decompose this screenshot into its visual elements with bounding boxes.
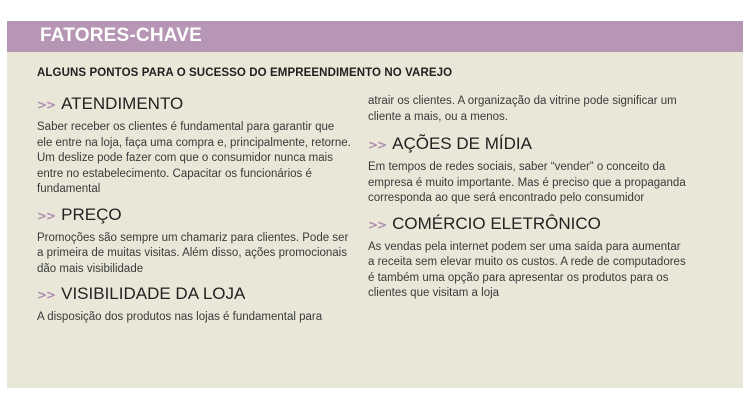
section-heading: [37, 283, 352, 306]
section-heading: [368, 133, 688, 156]
section-text: A disposição dos produtos nas lojas é fundamental para: [37, 311, 323, 323]
section-visibilidade: [37, 283, 352, 326]
section-atendimento: [37, 93, 352, 198]
double-chevron-icon: >>: [37, 98, 56, 112]
double-chevron-icon: >>: [368, 138, 387, 152]
section-heading: [37, 93, 352, 116]
section-heading: [368, 213, 688, 236]
section-text: Em tempos de redes sociais, saber “vender” o conceito da empresa é muito importante. Mas é preciso que a propaganda corresponda ao que será encontrado pelo consumidor: [368, 161, 686, 204]
section-preco: [37, 204, 352, 278]
header-title: FATORES-CHAVE: [40, 25, 203, 46]
right-column: [368, 94, 688, 308]
section-heading-label: PREÇO: [61, 204, 122, 224]
continued-text: atrair os clientes. A organização da vitrine pode significar um cliente a mais, ou a menos.: [368, 95, 677, 123]
double-chevron-icon: >>: [368, 217, 387, 232]
section-heading: [37, 204, 352, 227]
subtitle: ALGUNS PONTOS PARA O SUCESSO DO EMPREENDIMENTO NO VAREJO: [37, 67, 453, 79]
section-comercio-eletronico: [368, 213, 688, 302]
section-text: Saber receber os clientes é fundamental para garantir que ele entre na loja, faça uma compra e, principalmente, retorne. Um deslize pode fazer com que o consumidor nunca mais entre no estabelecimento. Capacitar os funcionários é fundamental: [37, 121, 351, 195]
section-heading-label: AÇÕES DE MÍDIA: [392, 134, 532, 153]
section-acoes-de-midia: [368, 133, 688, 207]
section-text: As vendas pela internet podem ser uma saída para aumentar a receita sem elevar muito os custos. A rede de computadores é também uma opção para apresentar os produtos para os clientes que visitam a loja: [368, 240, 686, 299]
section-heading-label: VISIBILIDADE DA LOJA: [61, 284, 246, 303]
left-column: [37, 93, 352, 332]
header-bar: [7, 21, 743, 52]
key-factors-box: [7, 21, 743, 388]
double-chevron-icon: >>: [37, 288, 56, 302]
section-text: Promoções são sempre um chamariz para clientes. Pode ser a primeira de muitas visitas. Além disso, ações promocionais dão mais visibilidade: [37, 231, 349, 275]
section-heading-label: COMÉRCIO ELETRÔNICO: [392, 213, 601, 233]
section-heading-label: ATENDIMENTO: [61, 94, 184, 113]
double-chevron-icon: >>: [37, 208, 56, 223]
